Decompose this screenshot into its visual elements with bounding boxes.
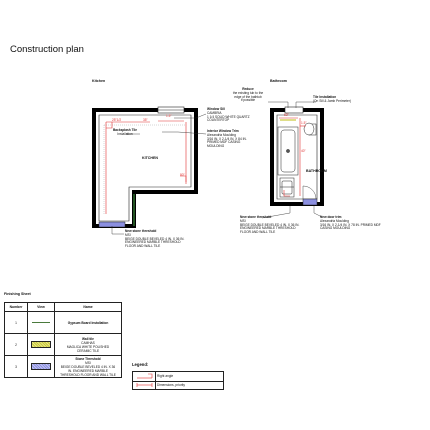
kitchen-dim-2: 1.5"	[166, 114, 172, 118]
legend-box	[132, 371, 224, 390]
vanity	[280, 178, 294, 197]
bathroom-threshold	[303, 199, 317, 205]
bathroom-heading: Bathroom	[270, 79, 287, 83]
kitchen-window	[158, 107, 184, 113]
gypsum-swatch	[32, 322, 50, 323]
legend-heading: Legend:	[132, 362, 149, 367]
wall-tile-swatch	[31, 341, 51, 348]
bathroom-room-label: BATHROOM	[306, 169, 327, 173]
kitchen-walls	[94, 110, 196, 226]
kitchen-room-label: KITCHEN	[142, 156, 158, 160]
kitchen-dim-4: 35"	[143, 118, 148, 122]
bathroom-dim-2: 40"	[301, 149, 306, 153]
bathroom-dim-3: 63"	[284, 113, 289, 117]
page-title: Construction plan	[10, 44, 84, 55]
kitchen-dim-1: 25"1/2	[112, 118, 122, 122]
bathroom-door	[303, 186, 316, 199]
kitchen-heading: Kitchen	[92, 79, 106, 83]
col-view: View	[28, 303, 55, 312]
note-reduce-tub: Reduce the existing tub to the edge of the bathtub if possible	[232, 87, 264, 103]
note-door-trim: New door trim Alexandria Moulding 3/16 IN. X 2-1/4 IN. X 78 IN. PRIMED MDF CASING MOULDING	[320, 215, 381, 231]
note-backsplash: Backsplash Tile Installation	[112, 128, 138, 136]
finishing-sheet-heading: Finishing Sheet	[4, 292, 31, 296]
note-kitchen-threshold: New stone threshold MSI BEIGE DOUBLE BEVELED 4 IN. X 36 IN. ENGINEERED MARBLE THRESHOLD FLOOR AND WALL TILE	[125, 229, 185, 249]
bathroom-dim-1: 1.5"	[301, 121, 307, 125]
col-name: Name	[55, 303, 122, 312]
table-row: 3 Stone Threshold MSI BEIGE DOUBLE BEVELED 4 IN. X 36 IN. ENGINEERED MARBLE THRESHOLD FLOOR AND WALL TILE	[5, 356, 122, 378]
legend-item: Right angle	[133, 372, 223, 382]
kitchen-dim-3: 80"	[180, 173, 185, 177]
col-number: Number	[5, 303, 28, 312]
bathtub	[278, 127, 298, 175]
table-row: 1 Gypsum Board Installation	[5, 312, 122, 334]
note-window-sill: Window Sill CAMBRIA 1 1/4 SOLID WHITE QUARTZ COUNTERTOP	[207, 107, 250, 123]
legend-item: Dimensions, priority	[157, 382, 185, 387]
note-tile-installation: Tile Installation (On Sill & Jamb Perimeter)	[313, 95, 351, 103]
finishing-sheet-table	[4, 302, 122, 378]
note-bathroom-threshold: New stone threshold MSI BEIGE DOUBLE BEVELED 4 IN. X 36 IN. ENGINEERED MARBLE THRESHOLD FLOOR AND WALL TILE	[240, 215, 300, 235]
threshold-swatch	[31, 363, 51, 370]
note-window-trim: Interior Window Trim Alexandria Moulding 3/16 IN. X 2-1/4 IN. X 84 IN. PRIMED MDF CASING MOULDING	[207, 129, 247, 149]
table-row: 2 Wall tile CAMHAS MAGLICA WHITE POLISHED CERAMIC TILE	[5, 334, 122, 356]
